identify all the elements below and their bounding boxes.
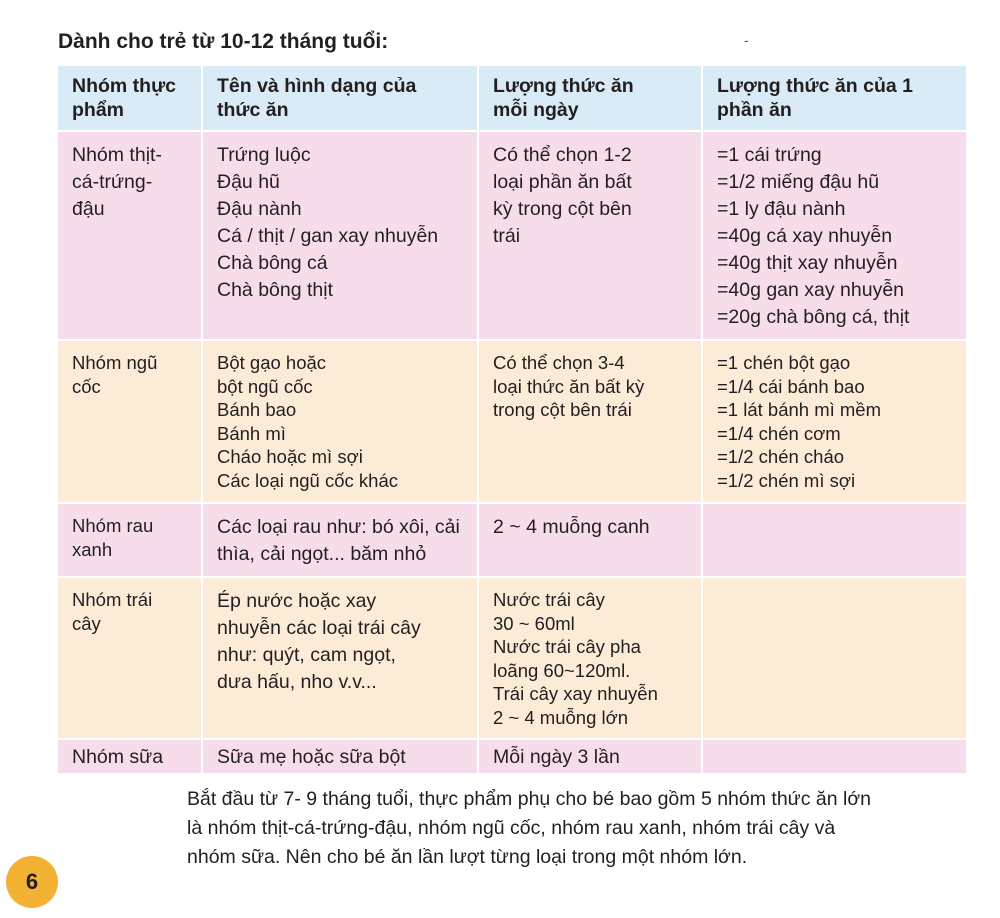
- page-heading: Dành cho trẻ từ 10-12 tháng tuổi:: [58, 30, 389, 53]
- cell-group: Nhóm rau xanh: [58, 503, 202, 577]
- table-header-row: [58, 66, 966, 131]
- cell-group: Nhóm thịt- cá-trứng- đậu: [58, 131, 202, 340]
- page-number-badge: 6: [6, 856, 58, 908]
- cell-group: Nhóm trái cây: [58, 577, 202, 739]
- cell-daily: Có thể chọn 3-4 loại thức ăn bất kỳ trong cột bên trái: [478, 340, 702, 503]
- table-row: [58, 340, 966, 503]
- cell-group: Nhóm sữa: [58, 739, 202, 774]
- cell-portion: =1 cái trứng =1/2 miếng đậu hũ =1 ly đậu nành =40g cá xay nhuyễn =40g thịt xay nhuyễn =40g gan xay nhuyễn =20g chà bông cá, thịt: [702, 131, 966, 340]
- table-row: [58, 503, 966, 577]
- header-portion-amount: Lượng thức ăn của 1 phần ăn: [702, 66, 966, 131]
- print-mark: -: [744, 32, 749, 48]
- header-food-group: Nhóm thực phẩm: [58, 66, 202, 131]
- cell-daily: 2 ~ 4 muỗng canh: [478, 503, 702, 577]
- cell-group: Nhóm ngũ cốc: [58, 340, 202, 503]
- cell-portion-empty: [702, 503, 966, 577]
- cell-daily: Có thể chọn 1-2 loại phần ăn bất kỳ trong cột bên trái: [478, 131, 702, 340]
- cell-daily: Mỗi ngày 3 lần: [478, 739, 702, 774]
- note-paragraph: Bắt đầu từ 7- 9 tháng tuổi, thực phẩm phụ cho bé bao gồm 5 nhóm thức ăn lớn là nhóm thịt-cá-trứng-đậu, nhóm ngũ cốc, nhóm rau xanh, nhóm trái cây và nhóm sữa. Nên cho bé ăn lần lượt từng loại trong một nhóm lớn.: [187, 788, 871, 868]
- cell-foods: Ép nước hoặc xay nhuyễn các loại trái cây như: quýt, cam ngọt, dưa hấu, nho v.v...: [202, 577, 478, 739]
- cell-foods: Các loại rau như: bó xôi, cải thìa, cải ngọt... băm nhỏ: [202, 503, 478, 577]
- cell-portion-empty: [702, 577, 966, 739]
- cell-portion: =1 chén bột gạo =1/4 cái bánh bao =1 lát bánh mì mềm =1/4 chén cơm =1/2 chén cháo =1/2 chén mì sợi: [702, 340, 966, 503]
- header-food-name: Tên và hình dạng của thức ăn: [202, 66, 478, 131]
- cell-foods: Bột gạo hoặc bột ngũ cốc Bánh bao Bánh mì Cháo hoặc mì sợi Các loại ngũ cốc khác: [202, 340, 478, 503]
- header-daily-amount: Lượng thức ăn mỗi ngày: [478, 66, 702, 131]
- table-row: [58, 577, 966, 739]
- cell-foods: Sữa mẹ hoặc sữa bột: [202, 739, 478, 774]
- cell-foods: Trứng luộc Đậu hũ Đậu nành Cá / thịt / gan xay nhuyễn Chà bông cá Chà bông thịt: [202, 131, 478, 340]
- nutrition-table: [58, 66, 966, 775]
- table-row: [58, 739, 966, 774]
- cell-portion-empty: [702, 739, 966, 774]
- cell-daily: Nước trái cây 30 ~ 60ml Nước trái cây pha loãng 60~120ml. Trái cây xay nhuyễn 2 ~ 4 muỗng lớn: [478, 577, 702, 739]
- table-row: [58, 131, 966, 340]
